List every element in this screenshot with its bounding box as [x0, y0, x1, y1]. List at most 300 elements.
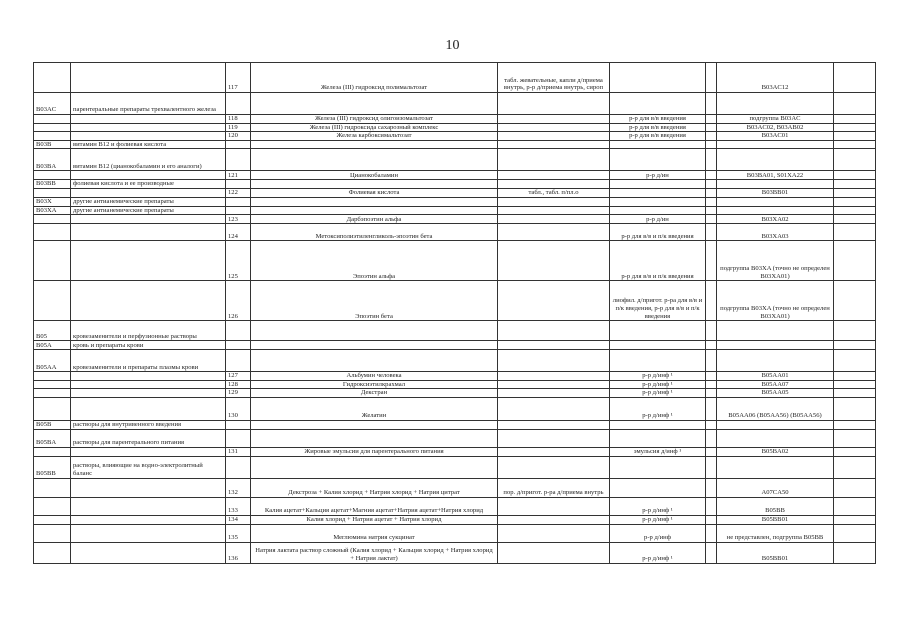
atc-ref-cell: B05BB01: [717, 542, 834, 563]
atc-group-cell: [71, 447, 226, 456]
row-number-cell: 119: [226, 123, 251, 132]
row-number-cell: [226, 420, 251, 429]
note-cell: [834, 341, 876, 350]
extra-cell: [706, 380, 717, 389]
substance-name-cell: Железа (III) гидроксида сахарозный комплекс: [251, 123, 498, 132]
atc-group-cell: [71, 115, 226, 124]
row-number-cell: 135: [226, 524, 251, 542]
form-oral-cell: [498, 341, 610, 350]
row-number-cell: [226, 149, 251, 171]
form-oral-cell: [498, 281, 610, 321]
atc-code-cell: B05BB: [34, 456, 71, 478]
atc-code-cell: [34, 447, 71, 456]
form-oral-cell: табл., табл. п/пл.о: [498, 188, 610, 197]
form-injection-cell: р-р для в/в и п/к введения: [610, 241, 706, 281]
form-oral-cell: [498, 171, 610, 180]
row-number-cell: [226, 456, 251, 478]
table-row: [34, 123, 876, 132]
form-injection-cell: [610, 478, 706, 497]
row-number-cell: [226, 197, 251, 206]
note-cell: [834, 380, 876, 389]
atc-group-cell: кровезаменители и перфузионные растворы: [71, 321, 226, 341]
atc-ref-cell: [717, 93, 834, 115]
extra-cell: [706, 456, 717, 478]
extra-cell: [706, 115, 717, 124]
form-oral-cell: [498, 350, 610, 372]
extra-cell: [706, 241, 717, 281]
form-injection-cell: р-р д/инф ¹: [610, 372, 706, 381]
atc-group-cell: [71, 241, 226, 281]
form-injection-cell: р-р д/инф ¹: [610, 497, 706, 515]
atc-group-cell: [71, 188, 226, 197]
extra-cell: [706, 140, 717, 149]
table-row: [34, 420, 876, 429]
note-cell: [834, 171, 876, 180]
atc-code-cell: [34, 63, 71, 93]
form-oral-cell: [498, 115, 610, 124]
form-injection-cell: [610, 429, 706, 447]
table-row: [34, 389, 876, 398]
atc-ref-cell: A07CA50: [717, 478, 834, 497]
note-cell: [834, 524, 876, 542]
atc-ref-cell: [717, 350, 834, 372]
atc-group-cell: [71, 132, 226, 141]
substance-name-cell: [251, 197, 498, 206]
form-injection-cell: эмульсия д/инф ¹: [610, 447, 706, 456]
note-cell: [834, 123, 876, 132]
substance-name-cell: Железа (III) гидроксид олигоизомальтозат: [251, 115, 498, 124]
extra-cell: [706, 132, 717, 141]
atc-code-cell: B05BA: [34, 429, 71, 447]
form-injection-cell: [610, 180, 706, 189]
extra-cell: [706, 215, 717, 224]
row-number-cell: 123: [226, 215, 251, 224]
atc-group-cell: [71, 281, 226, 321]
atc-ref-cell: B05BB01: [717, 515, 834, 524]
extra-cell: [706, 197, 717, 206]
row-number-cell: 133: [226, 497, 251, 515]
form-injection-cell: р-р для в/в введения: [610, 123, 706, 132]
table-row: [34, 215, 876, 224]
form-oral-cell: [498, 206, 610, 215]
atc-ref-cell: [717, 197, 834, 206]
atc-ref-cell: B03BA01, S01XA22: [717, 171, 834, 180]
atc-ref-cell: B05AA07: [717, 380, 834, 389]
row-number-cell: 120: [226, 132, 251, 141]
extra-cell: [706, 224, 717, 241]
table-row: [34, 206, 876, 215]
row-number-cell: 134: [226, 515, 251, 524]
substance-name-cell: Калия ацетат+Кальция ацетат+Магния ацетат+Натрия ацетат+Натрия хлорид: [251, 497, 498, 515]
form-oral-cell: [498, 515, 610, 524]
row-number-cell: 129: [226, 389, 251, 398]
note-cell: [834, 420, 876, 429]
extra-cell: [706, 63, 717, 93]
atc-group-cell: [71, 215, 226, 224]
table-row: [34, 542, 876, 563]
note-cell: [834, 188, 876, 197]
form-injection-cell: р-р д/ин: [610, 215, 706, 224]
table-row: [34, 224, 876, 241]
row-number-cell: [226, 429, 251, 447]
extra-cell: [706, 420, 717, 429]
form-oral-cell: [498, 389, 610, 398]
row-number-cell: 117: [226, 63, 251, 93]
row-number-cell: 131: [226, 447, 251, 456]
extra-cell: [706, 497, 717, 515]
substance-name-cell: Меглюмина натрия сукцинат: [251, 524, 498, 542]
atc-code-cell: [34, 115, 71, 124]
extra-cell: [706, 180, 717, 189]
note-cell: [834, 215, 876, 224]
form-injection-cell: лиофил. д/пригот. р-ра для в/в и п/к введения, р-р для в/в и п/к введения: [610, 281, 706, 321]
atc-group-cell: [71, 224, 226, 241]
extra-cell: [706, 542, 717, 563]
atc-group-cell: [71, 372, 226, 381]
form-oral-cell: [498, 380, 610, 389]
extra-cell: [706, 429, 717, 447]
form-oral-cell: [498, 447, 610, 456]
form-injection-cell: р-р д/инф ¹: [610, 542, 706, 563]
note-cell: [834, 350, 876, 372]
note-cell: [834, 93, 876, 115]
atc-code-cell: [34, 171, 71, 180]
form-oral-cell: [498, 197, 610, 206]
atc-ref-cell: подгруппа B03XA (точно не определен B03XA01): [717, 281, 834, 321]
form-oral-cell: [498, 420, 610, 429]
note-cell: [834, 478, 876, 497]
row-number-cell: 118: [226, 115, 251, 124]
row-number-cell: 122: [226, 188, 251, 197]
note-cell: [834, 241, 876, 281]
form-injection-cell: [610, 149, 706, 171]
atc-code-cell: B05B: [34, 420, 71, 429]
atc-group-cell: растворы для внутривенного введения: [71, 420, 226, 429]
substance-name-cell: [251, 420, 498, 429]
table-row: [34, 350, 876, 372]
note-cell: [834, 429, 876, 447]
atc-group-cell: витамин B12 и фолиевая кислота: [71, 140, 226, 149]
atc-group-cell: [71, 63, 226, 93]
atc-group-cell: другие антианемические препараты: [71, 206, 226, 215]
form-injection-cell: р-р д/инф ¹: [610, 380, 706, 389]
table-row: [34, 397, 876, 420]
form-oral-cell: табл. жевательные, капли д/приема внутрь, р-р д/приема внутрь, сироп: [498, 63, 610, 93]
extra-cell: [706, 206, 717, 215]
form-oral-cell: [498, 497, 610, 515]
atc-group-cell: [71, 497, 226, 515]
table-row: [34, 515, 876, 524]
table-row: [34, 132, 876, 141]
extra-cell: [706, 321, 717, 341]
atc-code-cell: [34, 123, 71, 132]
substance-name-cell: Цианокобаламин: [251, 171, 498, 180]
note-cell: [834, 197, 876, 206]
atc-ref-cell: B05BB: [717, 497, 834, 515]
form-oral-cell: [498, 93, 610, 115]
note-cell: [834, 149, 876, 171]
extra-cell: [706, 389, 717, 398]
substance-name-cell: [251, 93, 498, 115]
atc-group-cell: [71, 380, 226, 389]
note-cell: [834, 206, 876, 215]
table-row: [34, 93, 876, 115]
note-cell: [834, 63, 876, 93]
note-cell: [834, 389, 876, 398]
form-oral-cell: [498, 429, 610, 447]
note-cell: [834, 321, 876, 341]
table-row: [34, 197, 876, 206]
note-cell: [834, 372, 876, 381]
table-row: [34, 188, 876, 197]
row-number-cell: 132: [226, 478, 251, 497]
form-injection-cell: р-р для в/в введения: [610, 115, 706, 124]
atc-code-cell: [34, 215, 71, 224]
table-row: [34, 372, 876, 381]
extra-cell: [706, 447, 717, 456]
form-oral-cell: [498, 123, 610, 132]
row-number-cell: 124: [226, 224, 251, 241]
atc-group-cell: [71, 478, 226, 497]
substance-name-cell: Эпоэтин бета: [251, 281, 498, 321]
extra-cell: [706, 478, 717, 497]
page-number: 10: [445, 38, 460, 53]
form-injection-cell: [610, 63, 706, 93]
form-injection-cell: р-р д/инф ¹: [610, 389, 706, 398]
table-row: [34, 478, 876, 497]
table-row: [34, 447, 876, 456]
table-row: [34, 115, 876, 124]
substance-name-cell: [251, 321, 498, 341]
form-injection-cell: [610, 350, 706, 372]
atc-ref-cell: B03AC02, B03AB02: [717, 123, 834, 132]
atc-group-cell: [71, 123, 226, 132]
form-oral-cell: [498, 542, 610, 563]
form-oral-cell: [498, 397, 610, 420]
row-number-cell: [226, 140, 251, 149]
extra-cell: [706, 281, 717, 321]
row-number-cell: [226, 350, 251, 372]
atc-code-cell: [34, 281, 71, 321]
form-injection-cell: [610, 341, 706, 350]
table-row: [34, 341, 876, 350]
atc-ref-cell: подгруппа B03XA (точно не определен B03XA01): [717, 241, 834, 281]
atc-ref-cell: [717, 429, 834, 447]
note-cell: [834, 447, 876, 456]
table-row: [34, 524, 876, 542]
table-row: [34, 321, 876, 341]
atc-group-cell: [71, 524, 226, 542]
note-cell: [834, 515, 876, 524]
atc-ref-cell: [717, 140, 834, 149]
atc-ref-cell: не представлен, подгруппа B05BB: [717, 524, 834, 542]
atc-code-cell: [34, 497, 71, 515]
row-number-cell: 136: [226, 542, 251, 563]
atc-group-cell: [71, 542, 226, 563]
substance-name-cell: Железа (III) гидроксид полимальтозат: [251, 63, 498, 93]
extra-cell: [706, 350, 717, 372]
substance-name-cell: [251, 341, 498, 350]
atc-ref-cell: подгруппа B03AC: [717, 115, 834, 124]
atc-ref-cell: [717, 456, 834, 478]
atc-ref-cell: B03AC12: [717, 63, 834, 93]
atc-code-cell: B03BA: [34, 149, 71, 171]
atc-group-cell: витамин B12 (цианокобаламин и его аналоги): [71, 149, 226, 171]
form-injection-cell: р-р д/инф ¹: [610, 397, 706, 420]
form-oral-cell: [498, 149, 610, 171]
atc-group-cell: растворы для парентерального питания: [71, 429, 226, 447]
substance-name-cell: Железа карбоксимальтозат: [251, 132, 498, 141]
form-oral-cell: [498, 224, 610, 241]
extra-cell: [706, 171, 717, 180]
substance-name-cell: Дарбэпоэтин альфа: [251, 215, 498, 224]
atc-ref-cell: B05AA05: [717, 389, 834, 398]
atc-code-cell: [34, 241, 71, 281]
substance-name-cell: [251, 149, 498, 171]
form-injection-cell: р-р для в/в введения: [610, 132, 706, 141]
atc-ref-cell: B05AA01: [717, 372, 834, 381]
form-oral-cell: [498, 456, 610, 478]
row-number-cell: 125: [226, 241, 251, 281]
atc-group-cell: другие антианемические препараты: [71, 197, 226, 206]
row-number-cell: [226, 206, 251, 215]
substance-name-cell: Калия хлорид + Натрия ацетат + Натрия хлорид: [251, 515, 498, 524]
atc-code-cell: [34, 188, 71, 197]
extra-cell: [706, 515, 717, 524]
form-injection-cell: [610, 93, 706, 115]
substance-name-cell: [251, 180, 498, 189]
form-injection-cell: [610, 420, 706, 429]
atc-code-cell: B05A: [34, 341, 71, 350]
note-cell: [834, 497, 876, 515]
substance-name-cell: Гидроксиэтилкрахмал: [251, 380, 498, 389]
atc-code-cell: B03XA: [34, 206, 71, 215]
form-injection-cell: р-р д/инф: [610, 524, 706, 542]
substance-name-cell: Фолиевая кислота: [251, 188, 498, 197]
substance-name-cell: Натрия лактата раствор сложный (Калия хлорид + Кальция хлорид + Натрия хлорид + Натрия лактат): [251, 542, 498, 563]
note-cell: [834, 397, 876, 420]
atc-code-cell: [34, 515, 71, 524]
form-injection-cell: [610, 321, 706, 341]
atc-ref-cell: [717, 180, 834, 189]
atc-group-cell: [71, 389, 226, 398]
atc-code-cell: B05: [34, 321, 71, 341]
table-row: [34, 63, 876, 93]
substance-name-cell: Эпоэтин альфа: [251, 241, 498, 281]
atc-code-cell: [34, 542, 71, 563]
extra-cell: [706, 188, 717, 197]
atc-code-cell: [34, 397, 71, 420]
table-row: [34, 140, 876, 149]
row-number-cell: 121: [226, 171, 251, 180]
substance-name-cell: Жировые эмульсии для парентерального питания: [251, 447, 498, 456]
table-row: [34, 497, 876, 515]
table-row: [34, 281, 876, 321]
form-injection-cell: [610, 140, 706, 149]
substance-name-cell: [251, 429, 498, 447]
row-number-cell: 128: [226, 380, 251, 389]
atc-group-cell: растворы, влияющие на водно-электролитный баланс: [71, 456, 226, 478]
form-oral-cell: [498, 321, 610, 341]
substance-name-cell: Метоксиполиэтиленгликоль-эпоэтин бета: [251, 224, 498, 241]
form-oral-cell: [498, 524, 610, 542]
table-row: [34, 429, 876, 447]
substance-name-cell: Декстроза + Калия хлорид + Натрия хлорид + Натрия цитрат: [251, 478, 498, 497]
atc-ref-cell: B03BB01: [717, 188, 834, 197]
form-oral-cell: [498, 372, 610, 381]
atc-ref-cell: [717, 206, 834, 215]
form-oral-cell: [498, 132, 610, 141]
row-number-cell: 130: [226, 397, 251, 420]
atc-ref-cell: B03XA03: [717, 224, 834, 241]
form-oral-cell: [498, 241, 610, 281]
atc-code-cell: [34, 389, 71, 398]
atc-code-cell: B03BB: [34, 180, 71, 189]
row-number-cell: 126: [226, 281, 251, 321]
note-cell: [834, 132, 876, 141]
extra-cell: [706, 123, 717, 132]
atc-code-cell: [34, 478, 71, 497]
form-injection-cell: [610, 197, 706, 206]
form-oral-cell: пор. д/пригот. р-ра д/приема внутрь: [498, 478, 610, 497]
atc-ref-cell: B03AC01: [717, 132, 834, 141]
note-cell: [834, 281, 876, 321]
row-number-cell: [226, 341, 251, 350]
note-cell: [834, 224, 876, 241]
table-row: [34, 180, 876, 189]
extra-cell: [706, 397, 717, 420]
atc-group-cell: [71, 397, 226, 420]
atc-code-cell: [34, 524, 71, 542]
atc-ref-cell: [717, 321, 834, 341]
form-injection-cell: [610, 188, 706, 197]
substance-name-cell: [251, 350, 498, 372]
form-injection-cell: [610, 456, 706, 478]
note-cell: [834, 140, 876, 149]
atc-group-cell: кровь и препараты крови: [71, 341, 226, 350]
substance-name-cell: Декстран: [251, 389, 498, 398]
form-injection-cell: р-р д/ин: [610, 171, 706, 180]
table-row: [34, 241, 876, 281]
atc-code-cell: B05AA: [34, 350, 71, 372]
row-number-cell: [226, 180, 251, 189]
atc-code-cell: B03X: [34, 197, 71, 206]
atc-group-cell: [71, 515, 226, 524]
atc-code-cell: [34, 132, 71, 141]
atc-code-cell: [34, 380, 71, 389]
row-number-cell: [226, 321, 251, 341]
extra-cell: [706, 93, 717, 115]
note-cell: [834, 180, 876, 189]
substance-name-cell: [251, 140, 498, 149]
atc-ref-cell: [717, 149, 834, 171]
table-row: [34, 149, 876, 171]
form-oral-cell: [498, 180, 610, 189]
table-row: [34, 380, 876, 389]
atc-group-cell: парентеральные препараты трехвалентного железа: [71, 93, 226, 115]
substance-name-cell: [251, 456, 498, 478]
note-cell: [834, 542, 876, 563]
form-injection-cell: р-р для в/в и п/к введения: [610, 224, 706, 241]
atc-ref-cell: [717, 420, 834, 429]
substance-name-cell: Желатин: [251, 397, 498, 420]
table-row: [34, 456, 876, 478]
extra-cell: [706, 149, 717, 171]
row-number-cell: 127: [226, 372, 251, 381]
form-oral-cell: [498, 140, 610, 149]
drug-classification-table: [33, 62, 876, 564]
atc-code-cell: B03AC: [34, 93, 71, 115]
